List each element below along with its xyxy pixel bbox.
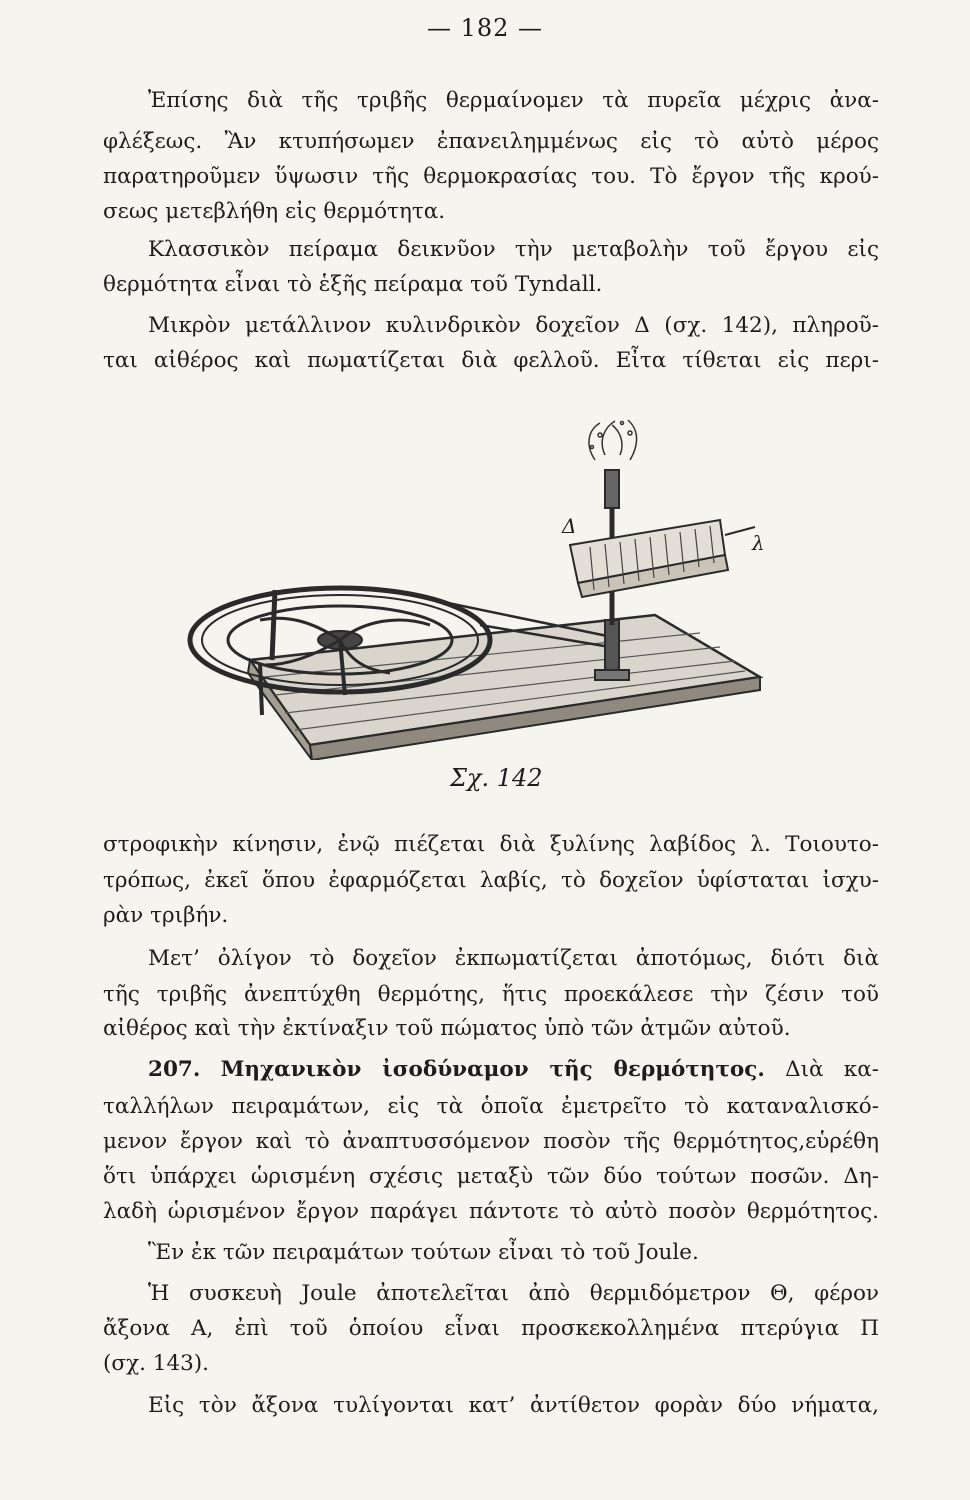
text-line: Ἡ συσκευὴ Joule ἀποτελεῖται ἀπὸ θερμιδόμετρον Θ, φέρον [148, 1281, 879, 1306]
text-line: αἰθέρος καὶ τὴν ἐκτίναξιν τοῦ πώματος ὑπὸ τῶν ἀτμῶν αὐτοῦ. [103, 1016, 791, 1041]
text-line: ρὰν τριβήν. [103, 903, 229, 928]
section-heading-line [148, 1055, 879, 1085]
text-line: τῆς τριβῆς ἀνεπτύχθη θερμότης, ἥτις προεκάλεσε τὴν ζέσιν τοῦ [103, 982, 879, 1007]
text-line: στροφικὴν κίνησιν, ἐνῷ πιέζεται διὰ ξυλίνης λαβίδος λ. Τοιουτο- [103, 832, 879, 857]
text-line: ται αἰθέρος καὶ πωματίζεται διὰ φελλοῦ. Εἶτα τίθεται εἰς περι- [103, 348, 879, 373]
text-line: λαδὴ ὡρισμένον ἔργον παράγει πάντοτε τὸ αὐτὸ ποσὸν θερμότητος. [103, 1199, 879, 1224]
section-number: 207. [148, 1057, 201, 1082]
text-line: μενον ἔργον καὶ τὸ ἀναπτυσσόμενον ποσὸν τῆς θερμότητος,εὑρέθη [103, 1129, 879, 1154]
text-line: Εἰς τὸν ἄξονα τυλίγονται κατ’ ἀντίθετον φορὰν δύο νήματα, [148, 1393, 879, 1418]
tyndall-apparatus-figure [100, 415, 790, 760]
text-line: Ἐπίσης διὰ τῆς τριβῆς θερμαίνομεν τὰ πυρεῖα μέχρις ἀνα- [148, 88, 879, 113]
text-line: ἄξονα Α, ἐπὶ τοῦ ὁποίου εἶναι προσκεκολλημένα πτερύγια Π [103, 1316, 879, 1341]
text-line: (σχ. 143). [103, 1351, 210, 1376]
text-line: ὅτι ὑπάρχει ὡρισμένη σχέσις μεταξὺ τῶν δύο τούτων ποσῶν. Δη- [103, 1164, 879, 1189]
text-fragment: Διὰ κα- [785, 1057, 879, 1082]
text-line: θερμότητα εἶναι τὸ ἑξῆς πείραμα τοῦ Tyndall. [103, 272, 603, 297]
text-line: παρατηροῦμεν ὕψωσιν τῆς θερμοκρασίας του. Τὸ ἔργον τῆς κρού- [103, 164, 879, 189]
text-line: Κλασσικὸν πείραμα δεικνῦον τὴν μεταβολὴν τοῦ ἔργου εἰς [148, 237, 879, 262]
figure-label-delta: Δ [562, 514, 577, 538]
section-title: Μηχανικὸν ἰσοδύναμον τῆς θερμότητος. [220, 1057, 765, 1082]
figure-caption: Σχ. 142 [450, 764, 543, 792]
text-line: Μικρὸν μετάλλινον κυλινδρικὸν δοχεῖον Δ (σχ. 142), πληροῦ- [148, 313, 879, 338]
text-line: φλέξεως. Ἂν κτυπήσωμεν ἐπανειλημμένως εἰς τὸ αὐτὸ μέρος [103, 129, 879, 154]
figure-label-lambda: λ [752, 531, 765, 555]
text-line: Ἓν ἐκ τῶν πειραμάτων τούτων εἶναι τὸ τοῦ Joule. [148, 1240, 699, 1265]
page-number: — 182 — [426, 14, 544, 42]
text-line: σεως μετεβλήθη εἰς θερμότητα. [103, 199, 446, 224]
text-line: Μετ’ ὀλίγον τὸ δοχεῖον ἐκπωματίζεται ἀποτόμως, διότι διὰ [148, 946, 879, 971]
text-line: ταλλήλων πειραμάτων, εἰς τὰ ὁποῖα ἐμετρεῖτο τὸ καταναλισκό- [103, 1094, 879, 1119]
text-line: τρόπως, ἐκεῖ ὅπου ἐφαρμόζεται λαβίς, τὸ δοχεῖον ὑφίσταται ἰσχυ- [103, 868, 879, 893]
